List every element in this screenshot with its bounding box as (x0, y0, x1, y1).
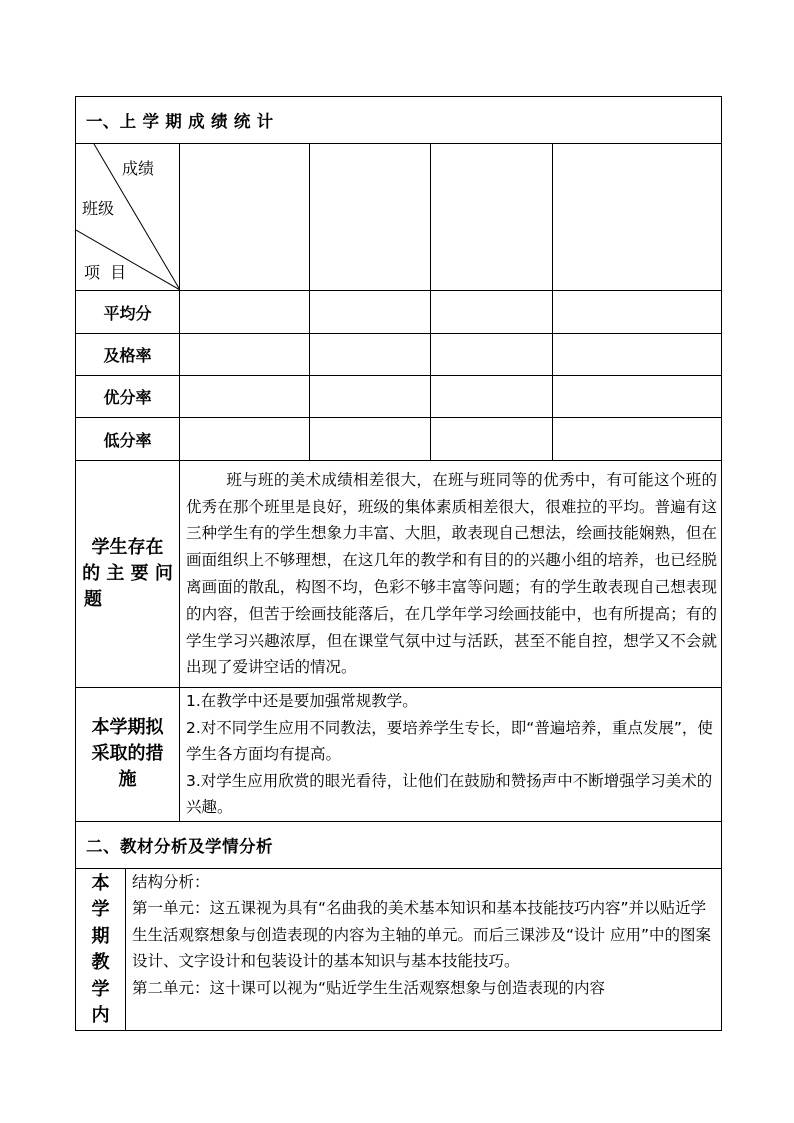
analysis-side-label: 本 学 期 教 学 内 (76, 868, 126, 1030)
diagonal-header-cell (76, 144, 180, 291)
class-cell-2 (310, 144, 431, 291)
row-label-excellent-rate: 优分率 (76, 376, 180, 418)
table-cell (180, 291, 310, 334)
table-cell (310, 376, 431, 418)
table-cell (310, 334, 431, 376)
table-cell (431, 418, 553, 461)
problems-label: 学生存在 的 主 要 问 题 (76, 461, 180, 688)
header-item-label: 项 目 (84, 263, 127, 282)
class-cell-1 (180, 144, 310, 291)
table-cell (310, 291, 431, 334)
header-class-label: 班级 (82, 199, 115, 218)
header-score-label: 成绩 (122, 159, 155, 178)
analysis-text (126, 868, 722, 1030)
table-cell (180, 334, 310, 376)
measure-item: 2.对不同学生应用不同教法，要培养学生专长，即“普遍培养，重点发展”，使学生各方面均有提高。 (186, 718, 713, 763)
table-cell (180, 376, 310, 418)
measures-label: 本学期拟 采取的措 施 (76, 688, 180, 822)
class-cell-4 (553, 144, 722, 291)
table-cell (431, 334, 553, 376)
row-label-low-rate: 低分率 (76, 418, 180, 461)
table-cell (553, 334, 722, 376)
analysis-table (75, 868, 722, 1031)
table-cell (553, 376, 722, 418)
table-cell (180, 418, 310, 461)
table-cell (431, 291, 553, 334)
problems-text: 班与班的美术成绩相差很大，在班与班同等的优秀中，有可能这个班的优秀在那个班里是良好，班级的集体素质相差很大，很难拉的平均。普遍有这三种学生有的学生想象力丰富、大胆，敢表现自己想法，绘画技能娴熟，但在画面组织上不够理想，在这几年的教学和有目的的兴趣小组的培养，也已经脱离画面的散乱，构图不均，色彩不够丰富等问题；有的学生敢表现自己想表现的内容，但苦于绘画技能落后，在几学年学习绘画技能中，也有所提高；有的学生学习兴趣浓厚，但在课堂气氛中过与活跃，甚至不能自控，想学又不会就出现了爱讲空话的情况。 (180, 461, 722, 688)
analysis-heading: 结构分析： (132, 872, 210, 891)
measures-list (180, 688, 722, 822)
score-table (75, 96, 722, 869)
section2-title: 二、教材分析及学情分析 (76, 821, 722, 868)
table-cell (310, 418, 431, 461)
class-cell-3 (431, 144, 553, 291)
section1-title: 一、上 学 期 成 绩 统 计 (76, 97, 722, 144)
document (75, 96, 721, 1031)
measure-item: 1.在教学中还是要加强常规教学。 (186, 692, 418, 710)
analysis-paragraph: 第一单元：这五课视为具有“名曲我的美术基本知识和基本技能技巧内容”并以贴近学生生活观察想象与创造表现的内容为主轴的单元。而后三课涉及“设计 应用”中的图案设计、文字设计和包装设计的基本知识与基本技能技巧。 (132, 899, 711, 970)
measure-item: 3.对学生应用欣赏的眼光看待，让他们在鼓励和赞扬声中不断增强学习美术的兴趣。 (186, 771, 713, 816)
analysis-paragraph: 第二单元：这十课可以视为“贴近学生生活观察想象与创造表现的内容 (132, 978, 606, 997)
table-cell (431, 376, 553, 418)
row-label-average: 平均分 (76, 291, 180, 334)
table-cell (553, 291, 722, 334)
row-label-pass-rate: 及格率 (76, 334, 180, 376)
table-cell (553, 418, 722, 461)
